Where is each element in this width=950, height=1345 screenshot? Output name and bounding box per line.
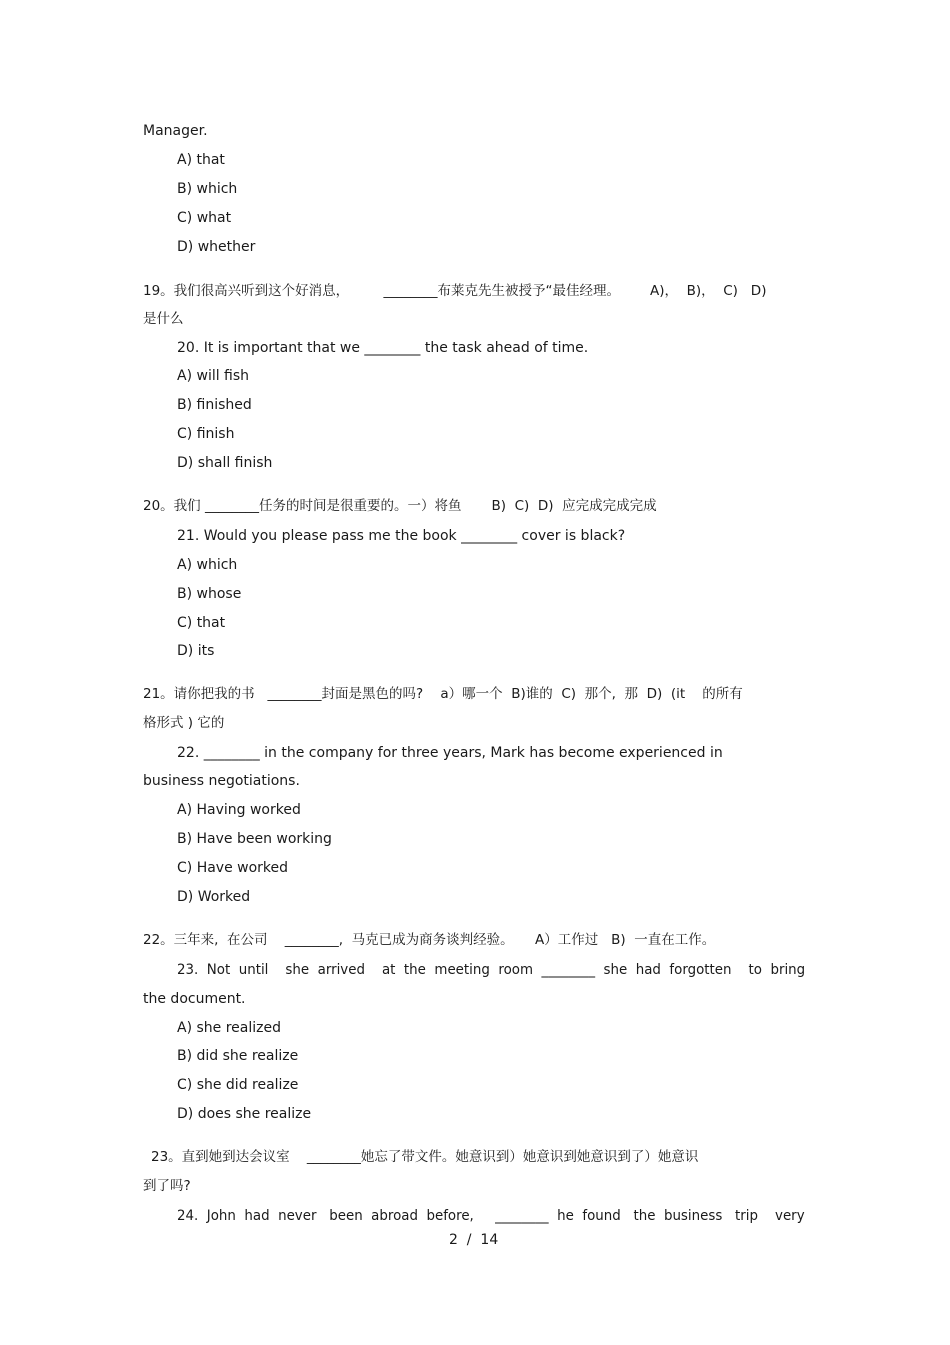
option-c: C) she did realize	[177, 1077, 299, 1093]
question-line: 20. It is important that we ________ the task ahead of time.	[177, 340, 589, 356]
option-b: B) Have been working	[177, 831, 332, 847]
question-line: 21. Would you please pass me the book ________ cover is black?	[177, 528, 626, 544]
option-a: A) Having worked	[177, 802, 301, 818]
question-line: 22. ________ in the company for three years, Mark has become experienced in	[177, 745, 723, 761]
option-a: A) she realized	[177, 1020, 281, 1036]
option-d: D) does she realize	[177, 1106, 312, 1122]
translation-line: 是什么	[143, 311, 184, 327]
option-d: D) shall finish	[177, 455, 273, 471]
translation-line: 22。三年来, 在公司 ________, 马克已成为商务谈判经验。 A）工作过 B) 一直在工作。	[143, 932, 716, 948]
option-b: B) which	[177, 181, 238, 197]
question-line: business negotiations.	[143, 773, 300, 789]
text-line: Manager.	[143, 123, 208, 139]
option-a: A) which	[177, 557, 238, 573]
translation-line: 到了吗?	[143, 1178, 191, 1194]
question-line: 24. John had never been abroad before, ________ he found the business trip very	[177, 1208, 805, 1224]
option-c: C) what	[177, 210, 232, 226]
translation-line: 21。请你把我的书 ________封面是黑色的吗? a）哪一个 B)谁的 C) 那个, 那 D) (it 的所有	[143, 686, 743, 702]
option-b: B) whose	[177, 586, 242, 602]
option-c: C) that	[177, 615, 226, 631]
option-d: D) its	[177, 643, 215, 659]
option-b: B) did she realize	[177, 1048, 299, 1064]
option-a: A) will fish	[177, 368, 250, 384]
translation-line: 格形式 ) 它的	[143, 715, 225, 731]
option-b: B) finished	[177, 397, 252, 413]
translation-line: 23。直到她到达会议室 ________她忘了带文件。她意识到）她意识到她意识到了）她意识	[151, 1149, 699, 1165]
translation-line: 20。我们 ________任务的时间是很重要的。一）将鱼 B) C) D) 应完成完成完成	[143, 498, 657, 514]
option-c: C) finish	[177, 426, 235, 442]
option-d: D) whether	[177, 239, 256, 255]
option-d: D) Worked	[177, 889, 251, 905]
option-a: A) that	[177, 152, 225, 168]
option-c: C) Have worked	[177, 860, 289, 876]
translation-line: 19。我们很高兴听到这个好消息， ________布莱克先生被授予“最佳经理。 A)， B)， C) D)	[143, 283, 767, 299]
question-line: 23. Not until she arrived at the meeting room ________ she had forgotten to bring	[177, 962, 806, 978]
page-number: 2 / 14	[449, 1232, 499, 1248]
question-line: the document.	[143, 991, 246, 1007]
